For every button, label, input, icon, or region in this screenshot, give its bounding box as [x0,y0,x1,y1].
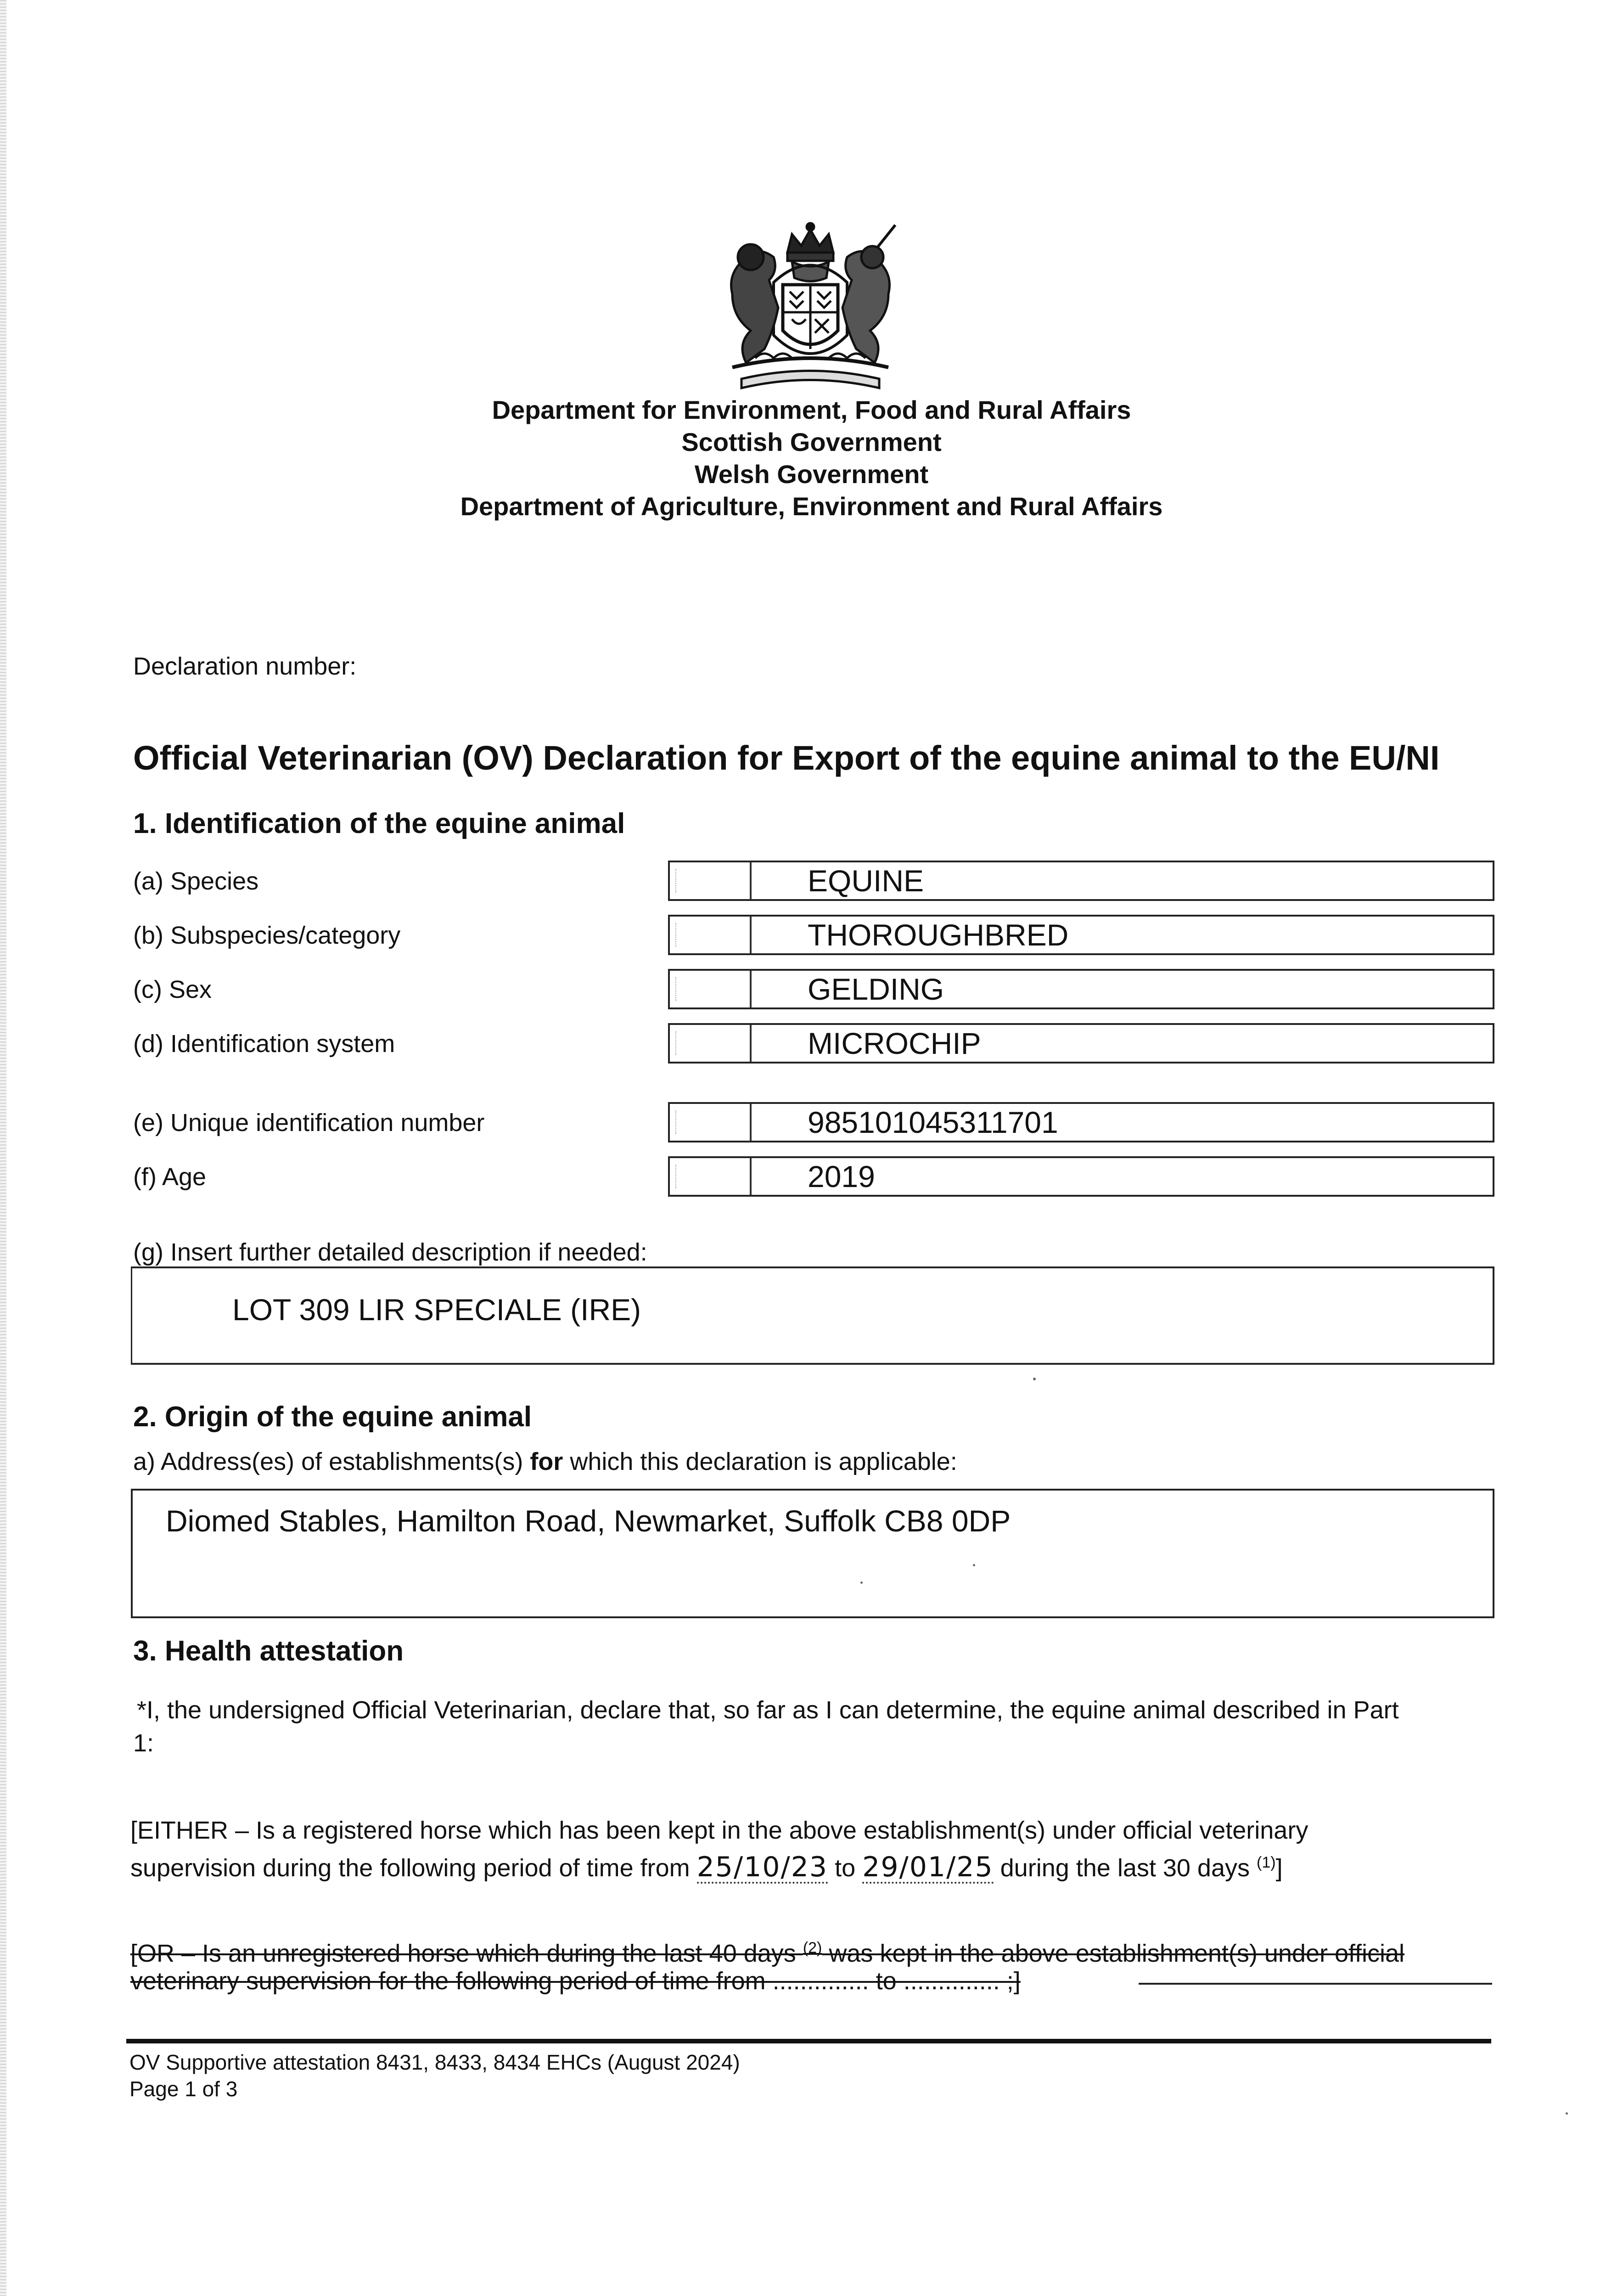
footer-rule [126,2039,1491,2043]
either-line2-pre: supervision during the following period of time from [130,1854,697,1882]
declaration-number-label: Declaration number: [133,653,357,680]
or-line1-pre: [OR – Is an unregistered horse which during the last 40 days [130,1940,803,1967]
section3-heading: 3. Health attestation [133,1635,404,1667]
page-title: Official Veterinarian (OV) Declaration for Export of the equine animal to the EU/NI [133,739,1440,777]
address-label-post: which this declaration is applicable: [563,1448,957,1475]
sex-field[interactable] [668,969,1494,1009]
scan-speck [860,1581,863,1584]
age-field[interactable] [668,1156,1494,1197]
either-line2-post: during the last 30 days [993,1854,1257,1882]
address-label-bold: for [530,1448,563,1475]
either-footnote-ref: (1) [1257,1854,1276,1871]
sex-label: (c) Sex [133,976,212,1003]
or-line1-post: was kept in the above establishment(s) under official [822,1940,1405,1967]
strike-extension-line [1139,1983,1492,1985]
description-field[interactable] [131,1266,1494,1365]
unique-id-tick-cell [670,1104,752,1141]
date-from-field[interactable] [696,1851,828,1884]
species-value: EQUINE [808,864,924,898]
identification-system-value: MICROCHIP [808,1026,981,1060]
or-footnote-ref: (2) [803,1939,822,1957]
footer-attestation-ref: OV Supportive attestation 8431, 8433, 8434 EHCs (August 2024) [129,2050,740,2074]
section1-heading: 1. Identification of the equine animal [133,808,625,839]
species-tick-cell [670,862,752,899]
section2-heading: 2. Origin of the equine animal [133,1401,532,1433]
age-value: 2019 [808,1159,875,1193]
or-line2-struck: veterinary supervision for the following period of time from .............. to .............. ;] [130,1967,1021,1995]
page-number: Page 1 of 3 [129,2077,238,2101]
subspecies-tick-cell [670,917,752,953]
date-to-value: 29/01/25 [862,1851,994,1883]
agency-scottish-government: Scottish Government [681,428,942,456]
species-label: (a) Species [133,867,259,895]
identification-system-label: (d) Identification system [133,1030,395,1058]
description-value: LOT 309 LIR SPECIALE (IRE) [232,1293,641,1327]
agency-list [0,394,1623,523]
subspecies-label: (b) Subspecies/category [133,922,401,949]
either-to: to [828,1854,863,1882]
sex-tick-cell [670,971,752,1007]
subspecies-field[interactable] [668,915,1494,955]
scan-speck [1566,2112,1568,2115]
scan-speck [1033,1378,1036,1380]
attestation-intro-line2: 1: [133,1729,154,1757]
scan-speck [973,1564,975,1566]
date-from-value: 25/10/23 [696,1851,828,1883]
agency-daera: Department of Agriculture, Environment and Rural Affairs [460,492,1163,521]
unique-id-label: (e) Unique identification number [133,1109,485,1137]
subspecies-value: THOROUGHBRED [808,918,1069,952]
unique-id-field[interactable] [668,1102,1494,1142]
unique-id-value: 985101045311701 [808,1105,1058,1139]
description-label: (g) Insert further detailed description if needed: [133,1238,647,1266]
either-line1: [EITHER – Is a registered horse which has been kept in the above establishment(s) under official veterinary [130,1817,1309,1844]
sex-value: GELDING [808,972,944,1006]
either-line2 [130,1846,1283,1885]
identification-system-tick-cell [670,1025,752,1062]
attestation-intro-line1: *I, the undersigned Official Veterinarian, declare that, so far as I can determine, the equine animal described in Part [137,1696,1399,1724]
agency-defra: Department for Environment, Food and Rural Affairs [492,395,1131,424]
address-label [133,1447,957,1476]
age-tick-cell [670,1158,752,1195]
species-field[interactable] [668,861,1494,901]
age-label: (f) Age [133,1163,207,1191]
either-end: ] [1275,1854,1283,1882]
agency-welsh-government: Welsh Government [694,460,929,489]
address-field[interactable] [131,1489,1494,1618]
coat-of-arms-logo [714,220,907,390]
scan-edge [0,0,6,2296]
address-label-pre: a) Address(es) of establishments(s) [133,1448,530,1475]
date-to-field[interactable] [862,1851,994,1884]
identification-system-field[interactable] [668,1023,1494,1064]
address-value: Diomed Stables, Hamilton Road, Newmarket, Suffolk CB8 0DP [166,1504,1011,1538]
